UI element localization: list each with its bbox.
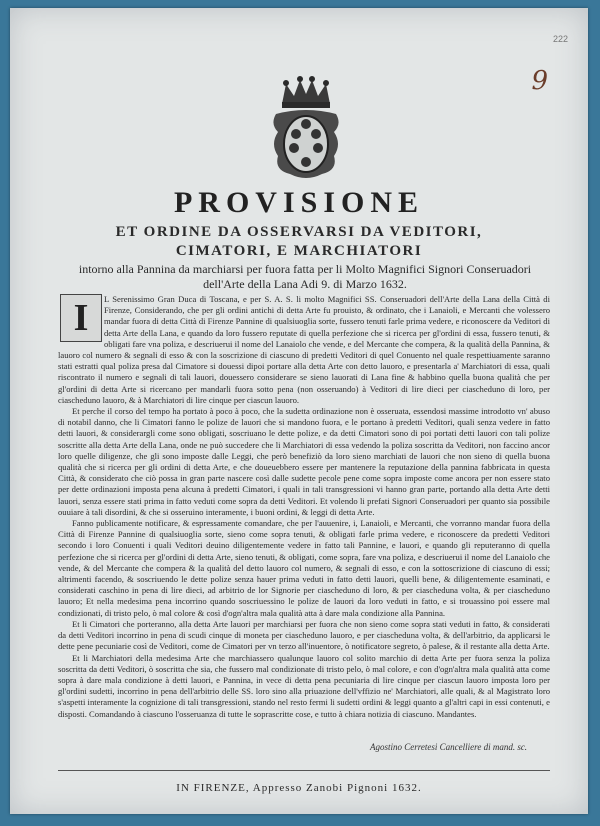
paragraph: Et li Marchiatori della medesima Arte che marchiassero qualunque lauoro col solito marchio di detta Arte per fuora senza la poliza soscritta da detti Veditori, ò soscritta che sia, che fussero mal condizionate di tristo pelo, ò mal colore, e con d'ogn'altra mala qualità atta come sopra à dare mala condizione à detti lauori, e Pannina, in vece di detta pena pecuniaria di lire cinque per ciascun lauoro imposta loro per gl'ordini sudetti, incorrino in pena dell'arbitrio delle SS. loro sino alla priuazione dell'vffizio ne' Marchiatori, alle quali, & al Magistrato loro s'aspetti interamente la cognizione di tali transgressioni, stando nel resto fermi li sudetti ordini & leggi quanto a gl'altri capi in essi contenuti, e disposti. Comandando à ciascuno l'osseruanza di tutte le soprascritte cose, e tutto à chiara notizia di ciascuno. Mandantes. (58, 652, 550, 719)
paragraph: L Serenissimo Gran Duca di Toscana, e per S. A. S. li molto Magnifici SS. Conseruadori dell'Arte della Lana della Città di Firenze, Considerando, che per gli ordini antichi di detta Arte fu prouisto, & ordinato, che i Lanaioli, e Mercanti che volessero mandar fuora di detta Città di Firenze Pannine di qualsiuoglia sorte, fussero tenuti farle prima vedere, e riconoscere da Veditori di detta Arte della Lana, e quando da loro fussero reputate di quella perfezione che si ricerca per gl'ordini di essa, fussero tenuti, & obligati fare vna poliza, e descriuerui il nome del Lanaiolo che vende, e del Mercante che compera, & la qualità della Pannina, & lauoro col numero & segnali di esso & con la soscrizione di ciascuno di predetti Veditori di quel Conuento nel quale respettiuamente saranno stati estratti qual poliza presa dal Cimatore si douessi dipoi portare alla detta Arte con detto lauoro, e presentarla a' Marchiatori di essa, quali riscontrato il numero e segnali di tali lauori, douessero considerare se sieno lauorati di Lana fine & habbino quella buona qualità che per gl'ordini di detta Arte si ricercano per mandarli fuora sotto pena (non osseruando) à Veditori di lire dieci per ciascheduno di loro, per ciascheduno lauoro, & à Marchiatori di lire cinque per ciascun lauoro. (58, 294, 550, 405)
medici-crest-icon (268, 74, 344, 182)
subtitle-line1: ET ORDINE DA OSSERVARSI DA VEDITORI, (115, 224, 483, 240)
paragraph: Fanno publicamente notificare, & espressamente comandare, che per l'auuenire, i, Lanaioli, e Mercanti, che vorranno mandar fuora della Città di Firenze Pannine di qualsiuoglia sorte, sieno come sopra tenuti, & obligati farle prima vedere, e riconoscere da predetti Veditori secondo i loro Conuenti i quali Veditori deuino diligentemente vedere in fatto tali Pannine, e lauori, e quando gli reputeranno di quella perfezione che si ricerca per gl'ordini di detta Arte, sieno tenuti, & obligati, come sopra, fare vna poliza, e descriuerui il nome del Lanaiolo che vende, & del Mercante che compera & la qualità del detto lauoro col numero, & segnali di esso, e con la sottoscrizione di ciascuno di essi; altrimenti facendo, & soscriuendo le dette polize senza hauer prima veduti in fatto detti lauori, quelli bene, & diligentemente esaminati, e considerati caschino in pena di lire dieci, ad arbitrio de lor Signorie per ciascheduno di loro, & per ciascheduna volta, & per ciascheduno lauoro; Et nella medesima pena incorrino quando soscriuessino le polize de lauori da loro veduti in fatto, e si trouassino poi essere mal condizionati, di tristo pelo, ò mal colore & così d'ogn'altra mala qualità atta à dare mala condizione alla Pannina. (58, 518, 550, 618)
document-page (10, 8, 588, 814)
drop-capital: I (60, 294, 102, 342)
paragraph: Et perche il corso del tempo ha portato à poco à poco, che la sudetta ordinazione non è osseruata, essendosi massime introdotto vn' abuso di notabil danno, che li Cimatori fanno le polize de lauori che si mandono fuora, e le portano à predetti Veditori, quali senza vedere in fatto detti lauori, & considerargli come sono obligati, soscriuano le dette polize, e da detti Cimatori sono di poi portati detti lauori con tali polize soscritte alla detta Arte della Lana, onde ne può succedere che li Marchiatori di essa vedendo la poliza soscritta da Veditori, non faccino ancor loro quelle diligenze, che gli sono imposte dalle Leggi, che però benefiziò da loro sieno marchiati de lauori che non sieno di quella buona qualità che si ricerca per gli ordini di detta Arte, e che doueuebbero essere per mantenere la reputazione della pannina fabbricata in questa Città, & considerato che ciò possa in gran parte nascere così dalle sudette pecole pene come sopra imposte come ancora per non essere stato per dette ordinazioni imposta pena alcuna à predetti Cimatori, i quali in tali transgressioni vi hanno gran parte, portando alla detta Arte detti lauori, senza essere stati prima in fatto veduti come sopra da detti Veditori. Et volendo li prefati Signori Conseruadori per quanto sia possibile ouuiare à tali disordini, & che si osseruino interamente, i buoni ordini, & leggi di detta Arte. (58, 406, 550, 517)
handwritten-number: 9 (531, 66, 548, 96)
paragraph: Et li Cimatori che porteranno, alla detta Arte lauori per marchiarsi per fuora che non sieno come sopra stati veduti in fatto, & considerati da detti Veditori incorrino in pena di scudi cinque di moneta per ciascheduno lauoro, e per ciascheduna volta, & dell'arbitrio, da applicarsi le dette pene pecuniarie così de Veditori, come de Cimatori per vn terzo all'inuentore, ò notificatore segreto, ò palese, & il restante alla detta Arte. (58, 618, 550, 652)
divider (58, 770, 550, 771)
subtitle-line2: CIMATORI, E MARCHIATORI (175, 243, 423, 259)
intro-line: intorno alla Pannina da marchiarsi per fuora fatta per li Molto Magnifici Signori Conseruadori dell'Arte della Lana Adi 9. di Marzo 1632. (78, 262, 532, 291)
signature: Agostino Cerretesi Cancelliere di mand. sc. (370, 742, 528, 752)
document-body (58, 294, 550, 720)
document-title: PROVISIONE (173, 186, 425, 219)
printer-imprint: IN FIRENZE, Appresso Zanobi Pignoni 1632. (176, 782, 422, 794)
archive-number: 222 (552, 34, 568, 44)
